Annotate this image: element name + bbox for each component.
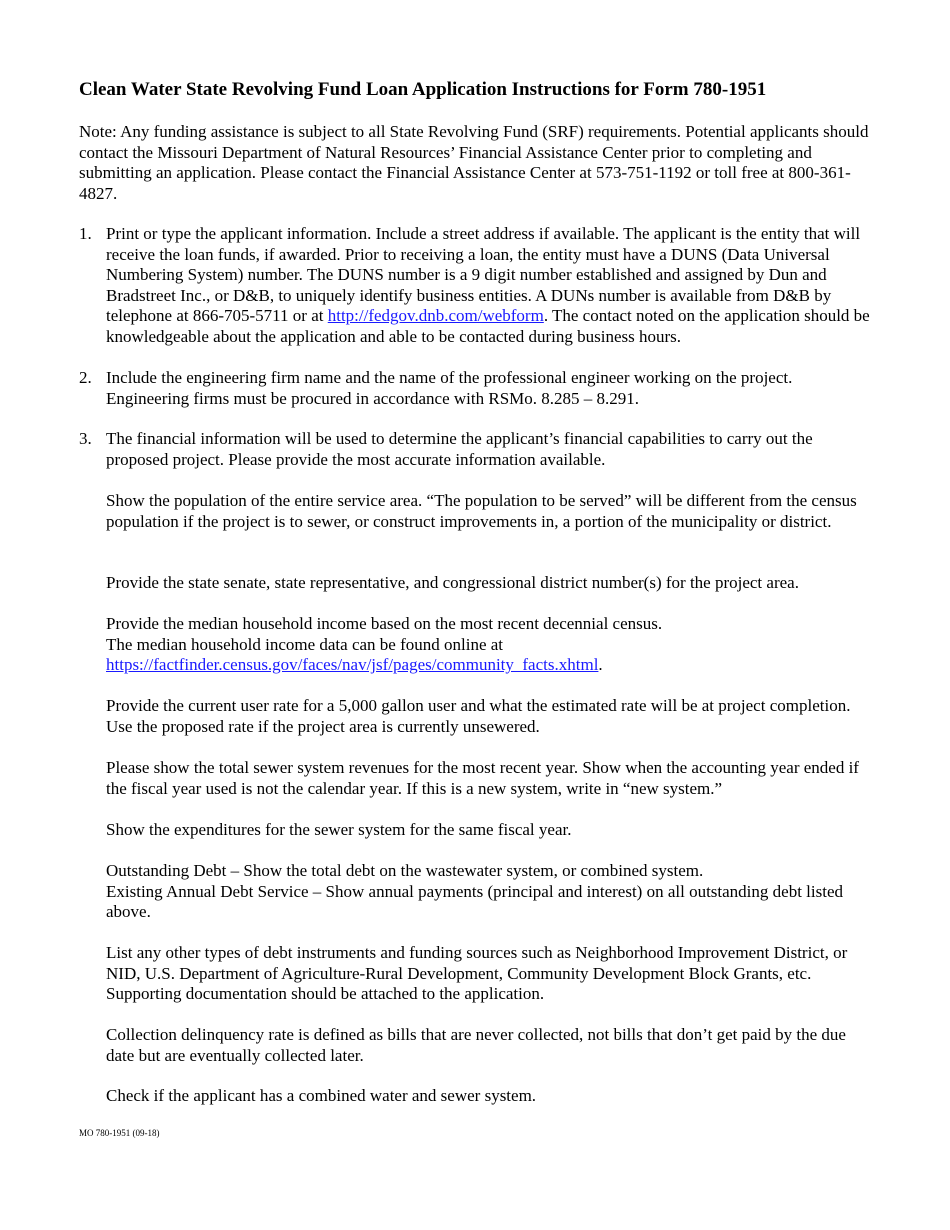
item-number: 3. [79, 429, 92, 448]
dnb-webform-link[interactable]: http://fedgov.dnb.com/webform [327, 306, 544, 326]
delinquency-paragraph: Collection delinquency rate is defined as bills that are never collected, not bills that don’t get paid by the due date but are eventually collected later. [106, 1025, 846, 1065]
item-text: The financial information will be used to determine the applicant’s financial capabilities to carry out the proposed project. Please provide the most accurate information available. [106, 429, 813, 469]
form-footer: MO 780-1951 (09-18) [79, 1128, 160, 1138]
districts-paragraph: Provide the state senate, state representative, and congressional district number(s) for the project area. [106, 573, 799, 592]
income-line: The median household income data can be found online at [106, 634, 504, 654]
item-text-part: . The contact noted on the application should be knowledgeable about the application and able to be contacted during business hours. [106, 306, 870, 346]
revenues-paragraph: Please show the total sewer system revenues for the most recent year. Show when the accounting year ended if the fiscal year used is not the calendar year. If this is a new system, write in “new system.” [106, 758, 859, 798]
page-title: Clean Water State Revolving Fund Loan Application Instructions for Form 780-1951 [79, 79, 767, 100]
instruction-item-2 [79, 368, 879, 409]
debt-paragraph [106, 861, 876, 923]
instruction-item-1 [79, 224, 879, 348]
item-number: 1. [79, 224, 92, 243]
funding-note: Note: Any funding assistance is subject to all State Revolving Fund (SRF) requirements. Potential applicants should contact the Missouri Department of Natural Resources’ Financial Assistance Center prior to completing and submitting an application. Please contact the Financial Assistance Center at 573-751-1192 or toll free at 800-361-4827. [79, 122, 869, 203]
item-text [106, 224, 871, 348]
other-debt-paragraph: List any other types of debt instruments and funding sources such as Neighborhood Improvement District, or NID, U.S. Department of Agriculture-Rural Development, Community Development Block Grants, etc. Supporting documentation should be attached to the application. [106, 943, 848, 1004]
combined-system-paragraph: Check if the applicant has a combined water and sewer system. [106, 1086, 537, 1105]
census-factfinder-link[interactable]: https://factfinder.census.gov/faces/nav/jsf/pages/community_facts.xhtml [106, 655, 599, 675]
income-line: Provide the median household income based on the most recent decennial census. [106, 614, 663, 633]
income-paragraph [106, 614, 876, 676]
item-text-part: Print or type the applicant information. Include a street address if available. The applicant is the entity that will receive the loan funds, if awarded. Prior to receiving a loan, the entity must have a DUNS (Data Universal Numbering System) number. The DUNS number is a 9 digit number established and assigned by Dun and Bradstreet Inc., or D&B, to uniquely identify business entities. A DUNs number is available from D&B by telephone at 866-705-5711 or at [106, 224, 861, 326]
population-paragraph: Show the population of the entire service area. “The population to be served” will be different from the census population if the project is to sewer, or construct improvements in, a portion of the municipality or district. [106, 491, 857, 531]
user-rate-paragraph: Provide the current user rate for a 5,000 gallon user and what the estimated rate will be at project completion. Use the proposed rate if the project area is currently unsewered. [106, 696, 851, 736]
annual-debt-service-line: Existing Annual Debt Service – Show annual payments (principal and interest) on all outstanding debt listed above. [106, 881, 843, 922]
instruction-item-3 [79, 429, 879, 470]
outstanding-debt-line: Outstanding Debt – Show the total debt on the wastewater system, or combined system. [106, 861, 704, 880]
income-link-punct: . [598, 655, 603, 675]
item-text: Include the engineering firm name and the name of the professional engineer working on the project. Engineering firms must be procured in accordance with RSMo. 8.285 – 8.291. [106, 368, 793, 408]
item-number: 2. [79, 368, 92, 387]
income-link-line [106, 655, 876, 676]
expenditures-paragraph: Show the expenditures for the sewer system for the same fiscal year. [106, 820, 572, 839]
